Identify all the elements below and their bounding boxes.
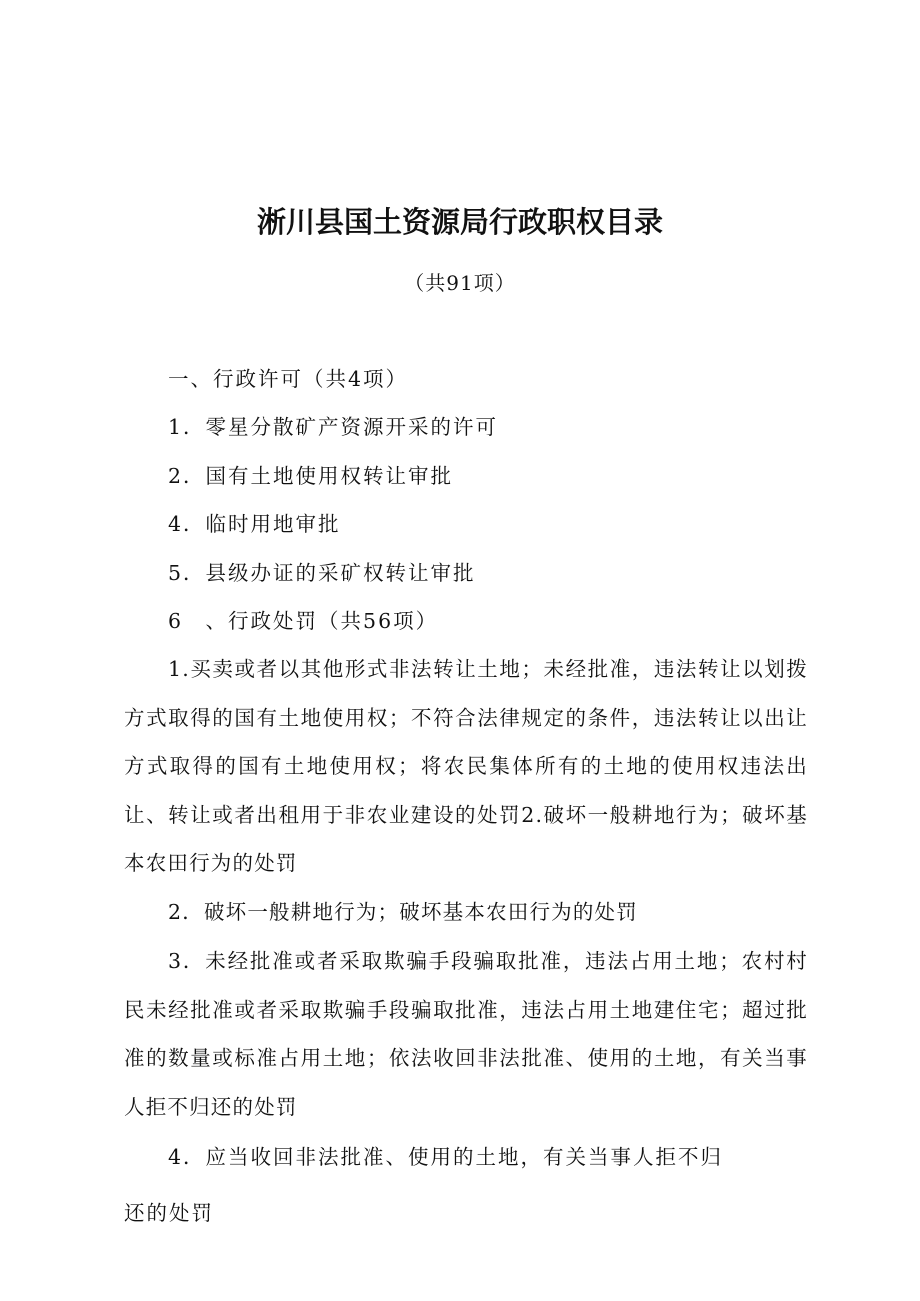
penalty-item-2: 2．破坏一般耕地行为；破坏基本农田行为的处罚	[168, 900, 638, 924]
list-item: 5．县级办证的采矿权转让审批	[168, 561, 476, 585]
document-title: 淅川县国土资源局行政职权目录	[256, 205, 663, 239]
list-item: 1．零星分散矿产资源开采的许可	[168, 415, 499, 439]
penalty-item-3: 3．未经批准或者采取欺骗手段骗取批准，违法占用土地；农村村民未经批准或者采取欺骗手段骗取批准，违法占用土地建住宅；超过批准的数量或标准占用土地；依法收回非法批准、使用的土地，有关当事人拒不归还的处罚	[124, 949, 808, 1119]
document-subtitle: （共91项）	[404, 271, 516, 295]
list-item: 4．临时用地审批	[168, 512, 341, 536]
list-item: 2．国有土地使用权转让审批	[168, 464, 454, 488]
section-heading-administrative-penalty: 6 、行政处罚（共56项）	[168, 609, 439, 633]
penalty-item-4-line-1: 4．应当收回非法批准、使用的土地，有关当事人拒不归	[168, 1145, 724, 1169]
penalty-item-4-line-2: 还的处罚	[124, 1201, 214, 1225]
section-heading-administrative-license: 一、行政许可（共4项）	[168, 367, 409, 391]
penalty-item-1: 1.买卖或者以其他形式非法转让土地；未经批准，违法转让以划拨方式取得的国有土地使用权；不符合法律规定的条件，违法转让以出让方式取得的国有土地使用权；将农民集体所有的土地的使用权违法出让、转让或者出租用于非农业建设的处罚2.破坏一般耕地行为；破坏基本农田行为的处罚	[124, 657, 808, 875]
